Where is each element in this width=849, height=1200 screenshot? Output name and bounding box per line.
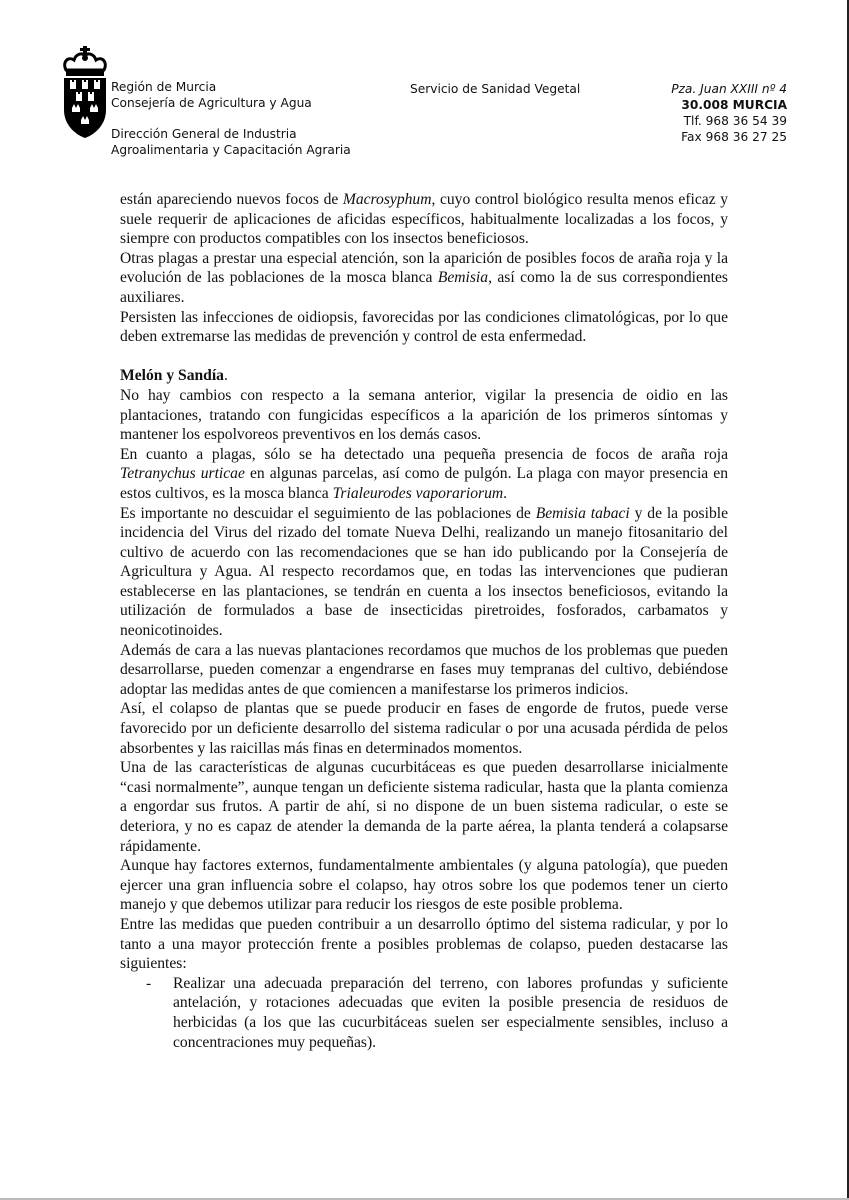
dept-line-2: Agroalimentaria y Capacitación Agraria: [111, 143, 351, 157]
document-body: [120, 190, 728, 1052]
service-name: Servicio de Sanidad Vegetal: [410, 82, 581, 96]
paragraph-oidio: No hay cambios con respecto a la semana anterior, vigilar la presencia de oidio en las plantaciones, tratando con fungicidas específicos a la aparición de los primeros síntomas y mantener los espolvoreos preventivos en los demás casos.: [120, 386, 728, 444]
paragraph-nuevas-plantaciones: Además de cara a las nuevas plantaciones recordamos que muchos de los problemas que pueden desarrollarse, pueden comenzar a engendrarse en fases muy tempranas del cultivo, debiéndose adoptar las medidas antes de que comiencen a manifestarse los primeros indicios.: [120, 641, 728, 698]
org-consejeria: Consejería de Agricultura y Agua: [111, 96, 312, 110]
region-murcia-crest-icon: [60, 44, 110, 140]
department-name: [111, 126, 351, 158]
paragraph-other-pests: Otras plagas a prestar una especial atención, son la aparición de posibles focos de araña roja y la evolución de las poblaciones de la mosca blanca Bemisia, así como la de sus correspondientes auxiliares.: [120, 249, 728, 306]
org-region: Región de Murcia: [111, 80, 217, 94]
section-heading-melon-sandia: Melón y Sandía.: [120, 367, 228, 385]
dept-line-1: Dirección General de Industria: [111, 127, 297, 141]
address-phone: Tlf. 968 36 54 39: [683, 114, 787, 128]
list-bullet: -: [146, 974, 152, 992]
organization-name: [111, 79, 312, 111]
paragraph-plagas: En cuanto a plagas, sólo se ha detectado una pequeña presencia de focos de araña roja Tetranychus urticae en algunas parcelas, así como de pulgón. La plaga con mayor presencia en estos cultivos, es la mosca blanca Trialeurodes vaporariorum.: [120, 445, 728, 502]
paragraph-macrosyphum: están apareciendo nuevos focos de Macrosyphum, cuyo control biológico resulta menos eficaz y suele requerir de aplicaciones de aficidas específicos, habitualmente localizadas a los focos, y siempre con productos compatibles con los insectos beneficiosos.: [120, 191, 728, 248]
list-item-text: Realizar una adecuada preparación del terreno, con labores profundas y suficiente antelación, y rotaciones adecuadas que eviten la posible presencia de residuos de herbicidas (a los que las cucurbitáceas suelen ser especialmente sensibles, incluso a concentraciones muy pequeñas).: [173, 974, 728, 1051]
list-item: [120, 974, 728, 1052]
paragraph-medidas: Entre las medidas que pueden contribuir a un desarrollo óptimo del sistema radicular, y por lo tanto a una mayor protección frente a posibles problemas de colapso, pueden destacarse las siguientes:: [120, 915, 728, 973]
address-fax: Fax 968 36 27 25: [681, 130, 787, 144]
paragraph-bemisia: Es importante no descuidar el seguimiento de las poblaciones de Bemisia tabaci y de la posible incidencia del Virus del rizado del tomate Nueva Delhi, realizando un manejo fitosanitario del cultivo de acuerdo con las recomendaciones que se han ido publicando por la Consejería de Agricultura y Agua. Al respecto recordamos que, en todas las intervenciones que pudieran establecerse en las plantaciones, se tendrán en cuenta a los insectos beneficiosos, evitando la utilización de formulados a base de insecticidas piretroides, fosforados, carbamatos y neonicotinoides.: [120, 504, 728, 640]
paragraph-oidiopsis: Persisten las infecciones de oidiopsis, favorecidas por las condiciones climatológicas, por lo que deben extremarse las medidas de prevención y control de esta enfermedad.: [120, 308, 728, 346]
paragraph-factores: Aunque hay factores externos, fundamentalmente ambientales (y alguna patología), que pueden ejercer una gran influencia sobre el colapso, hay otros sobre los que podemos tener un cierto manejo y que debemos utilizar para reducir los riesgos de este posible problema.: [120, 857, 728, 914]
address-city: 30.008 MURCIA: [681, 98, 787, 112]
paragraph-cucurbitaceas: Una de las características de algunas cucurbitáceas es que pueden desarrollarse inicialmente “casi normalmente”, aunque tengan un deficiente sistema radicular, hasta que la planta comienza a engordar sus frutos. A partir de ahí, si no dispone de un buen sistema radicular, o este se deteriora, y no es capaz de atender la demanda de la parte aérea, la planta tenderá a colapsarse rápidamente.: [120, 759, 728, 855]
paragraph-colapso: Así, el colapso de plantas que se puede producir en fases de engorde de frutos, puede verse favorecido por un deficiente desarrollo del sistema radicular o por una acusada pérdida de pelos absorbentes y las raicillas más finas en determinados momentos.: [120, 700, 728, 757]
address-street: Pza. Juan XXIII nº 4: [671, 82, 787, 96]
address-block: [671, 81, 787, 145]
